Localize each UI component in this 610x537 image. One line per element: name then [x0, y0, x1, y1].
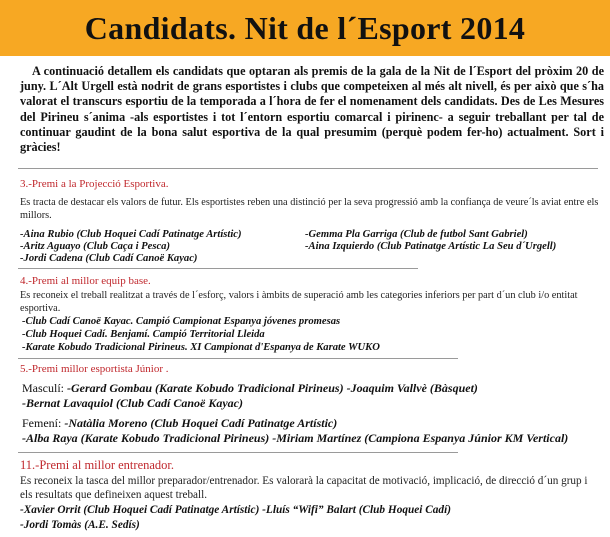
section-entrenador-description: Es reconeix la tasca del millor preparador/entrenador. Es valorarà la capacitat de motivació, implicació, de direcció d´un grup i els resultats que defineixen aquest treball. — [20, 475, 588, 501]
section-projeccio-description: Es tracta de destacar els valors de futur. Els esportistes reben una distinció per la seva progressió amb la confiança de veure´ls aviat entre els millors. — [20, 197, 599, 221]
page-title: Candidats. Nit de l´Esport 2014 — [84, 9, 526, 46]
femeni-label: Femení: — [22, 416, 62, 430]
entrenador-line2: -Jordi Tomàs (A.E. Sedís) — [20, 519, 140, 531]
divider — [18, 358, 458, 359]
junior-masculi-candidates: -Gerard Gombau (Karate Kobudo Tradicional Pirineus) -Joaquim Vallvè (Bàsquet) — [64, 381, 478, 395]
entrenador-line1: -Xavier Orrit (Club Hoquei Cadí Patinatge Artístic) -Lluís “Wifi” Balart (Club Hoquei Cadí) — [20, 504, 451, 516]
section-projeccio-title: 3.-Premi a la Projecció Esportiva. — [20, 178, 169, 190]
divider — [18, 452, 458, 453]
candidate-item: -Aritz Aguayo (Club Caça i Pesca) — [20, 241, 170, 252]
section-junior-title: 5.-Premi millor esportista Júnior . — [20, 363, 169, 375]
candidate-item: -Aina Rubio (Club Hoquei Cadí Patinatge Artístic) — [20, 229, 242, 240]
junior-femeni-candidates: -Natàlia Moreno (Club Hoquei Cadí Patinatge Artístic) — [61, 416, 338, 430]
masculi-label: Masculí: — [22, 381, 64, 395]
junior-femeni-line1 — [22, 416, 337, 430]
section-entrenador-title: 11.-Premi al millor entrenador. — [20, 458, 175, 472]
candidate-item: -Jordi Cadena (Club Cadí Canoë Kayac) — [20, 253, 198, 264]
divider — [18, 268, 418, 269]
junior-masculi-line2: -Bernat Lavaquiol (Club Cadí Canoë Kayac) — [22, 396, 244, 410]
candidate-item: -Club Hoquei Cadí. Benjamí. Campió Territorial Lleida — [22, 329, 265, 340]
candidate-item: -Aina Izquierdo (Club Patinatge Artístic La Seu d´Urgell) — [305, 241, 557, 252]
divider-top — [18, 168, 598, 169]
intro-paragraph: A continuació detallem els candidats que optaran als premis de la gala de la Nit de l´Esport del pròxim 20 de juny. L´Alt Urgell està nodrit de grans esportistes i clubs que competeixen al més alt nivell, és per això que s´ha valorat el transcurs esportiu de la temporada a l´hora de fer el nomenament dels candidats. Des de Les Mesures del Pirineu s´anima -als esportistes i tot l´entorn esportiu comarcal i pirinenc- a seguir treballant per tal de continuar gaudint de la bona salut esportiva de la qual presumim (perquè podem fer-ho) actualment. Sort i gràcies! — [20, 64, 604, 155]
section-equip-description: Es reconeix el treball realitzat a través de l´esforç, valors i àmbits de superació amb les categories inferiors per part d´un club i/o entitat esportiva. — [20, 290, 578, 314]
candidate-item: -Club Cadí Canoë Kayac. Campió Campionat Espanya jóvenes promesas — [22, 316, 341, 327]
header-banner — [0, 0, 610, 56]
junior-masculi-line1 — [22, 381, 478, 395]
junior-femeni-line2: -Alba Raya (Karate Kobudo Tradicional Pirineus) -Miriam Martínez (Campiona Espanya Júnior KM Vertical) — [22, 431, 569, 445]
candidate-item: -Gemma Pla Garriga (Club de futbol Sant Gabriel) — [305, 229, 528, 240]
section-equip-title: 4.-Premi al millor equip base. — [20, 275, 151, 287]
candidate-item: -Karate Kobudo Tradicional Pirineus. XI Campionat d'Espanya de Karate WUKO — [22, 342, 380, 353]
